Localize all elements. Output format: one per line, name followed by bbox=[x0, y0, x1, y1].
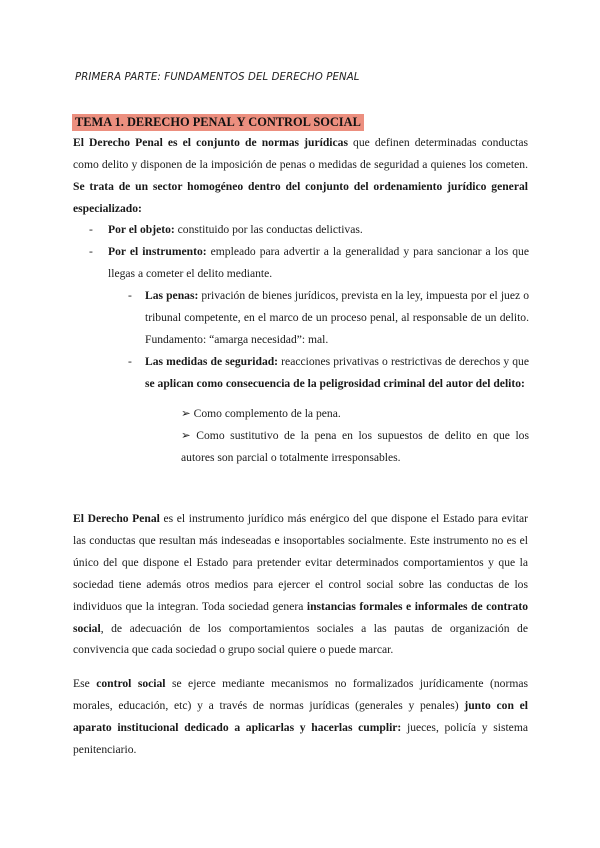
arrow-item: ➢ Como sustitutivo de la pena en los supuestos de delito en que los autores son parcial o totalmente irresponsables. bbox=[181, 429, 529, 464]
sublist-item-bold: Las medidas de seguridad: bbox=[145, 355, 279, 368]
bullet-dash: - bbox=[128, 355, 132, 368]
list-item-bold: Por el instrumento: bbox=[108, 245, 207, 258]
sublist-item-bold-2: se aplican como consecuencia de la peligrosidad criminal del autor del delito: bbox=[145, 376, 525, 390]
list-item bbox=[89, 219, 529, 241]
para3-text-3: jueces, policía y sistema penitenciario. bbox=[73, 720, 528, 756]
list-item-text bbox=[89, 219, 529, 241]
para2-text-2: , de adecuación de los comportamientos sociales a las pautas de organización de convivencia que cada sociedad o grupo social quiere o puede marcar. bbox=[73, 621, 528, 657]
para2-bold-2: instancias formales e informales de contrato social bbox=[73, 599, 528, 635]
paragraph-control-social bbox=[73, 673, 528, 761]
sublist-item-text bbox=[128, 351, 529, 395]
arrow-item: ➢ Como complemento de la pena. bbox=[181, 407, 341, 420]
title-container bbox=[72, 113, 364, 131]
sublist-item-text bbox=[128, 285, 529, 351]
list-item-body: constituido por las conductas delictivas. bbox=[174, 223, 363, 236]
sublist-item-body: privación de bienes jurídicos, prevista en la ley, impuesta por el juez o tribunal competente, en el marco de un proceso penal, al responsable de un delito. Fundamento: “amarga necesidad”: mal. bbox=[145, 289, 529, 346]
para3-text-1: Ese bbox=[73, 677, 97, 690]
intro-paragraph bbox=[73, 132, 528, 220]
sublist-item bbox=[128, 285, 529, 351]
bullet-dash: - bbox=[128, 289, 132, 302]
list-item bbox=[89, 241, 529, 285]
sublist-item-body: reacciones privativas o restrictivas de derechos y que bbox=[278, 355, 529, 368]
bullet-dash: - bbox=[89, 223, 93, 236]
page-header: PRIMERA PARTE: FUNDAMENTOS DEL DERECHO PENAL bbox=[75, 72, 360, 83]
bullet-dash: - bbox=[89, 245, 93, 258]
list-item-bold: Por el objeto: bbox=[108, 223, 175, 236]
sublist-item-bold: Las penas: bbox=[145, 289, 199, 302]
para3-text-2: se ejerce mediante mecanismos no formalizados jurídicamente (normas morales, educación, etc) y a través de normas jurídicas (generales y penales) bbox=[73, 677, 528, 712]
list-item-text bbox=[89, 241, 529, 285]
paragraph-derecho-penal bbox=[73, 508, 528, 661]
para3-bold-1: control social bbox=[96, 677, 166, 690]
list-item-body: empleado para advertir a la generalidad y para sancionar a los que llegas a cometer el delito mediante. bbox=[108, 245, 529, 280]
sublist-item bbox=[128, 351, 529, 395]
para3-bold-2: junto con el aparato institucional dedicado a aplicarlas y hacerlas cumplir: bbox=[73, 698, 528, 734]
intro-bold-1: El Derecho Penal es el conjunto de normas jurídicas bbox=[73, 136, 348, 149]
para2-text-1: es el instrumento jurídico más enérgico del que dispone el Estado para evitar las conductas que resultan más indeseadas e insoportables socialmente. Este instrumento no es el único del que dispone el Estado para pretender evitar determinados comportamientos y que la sociedad tiene además otros medios para ejercer el control social sobre las conductas de los individuos que la integran. Toda sociedad genera bbox=[73, 512, 529, 613]
intro-text-1: que definen determinadas conductas como delito y disponen de la imposición de penas o medidas de seguridad a quienes los cometen. bbox=[73, 136, 529, 171]
intro-bold-2: Se trata de un sector homogéneo dentro del conjunto del ordenamiento jurídico general especializado: bbox=[73, 179, 528, 215]
section-title: TEMA 1. DERECHO PENAL Y CONTROL SOCIAL bbox=[72, 114, 364, 131]
para2-bold-1: El Derecho Penal bbox=[73, 512, 160, 525]
